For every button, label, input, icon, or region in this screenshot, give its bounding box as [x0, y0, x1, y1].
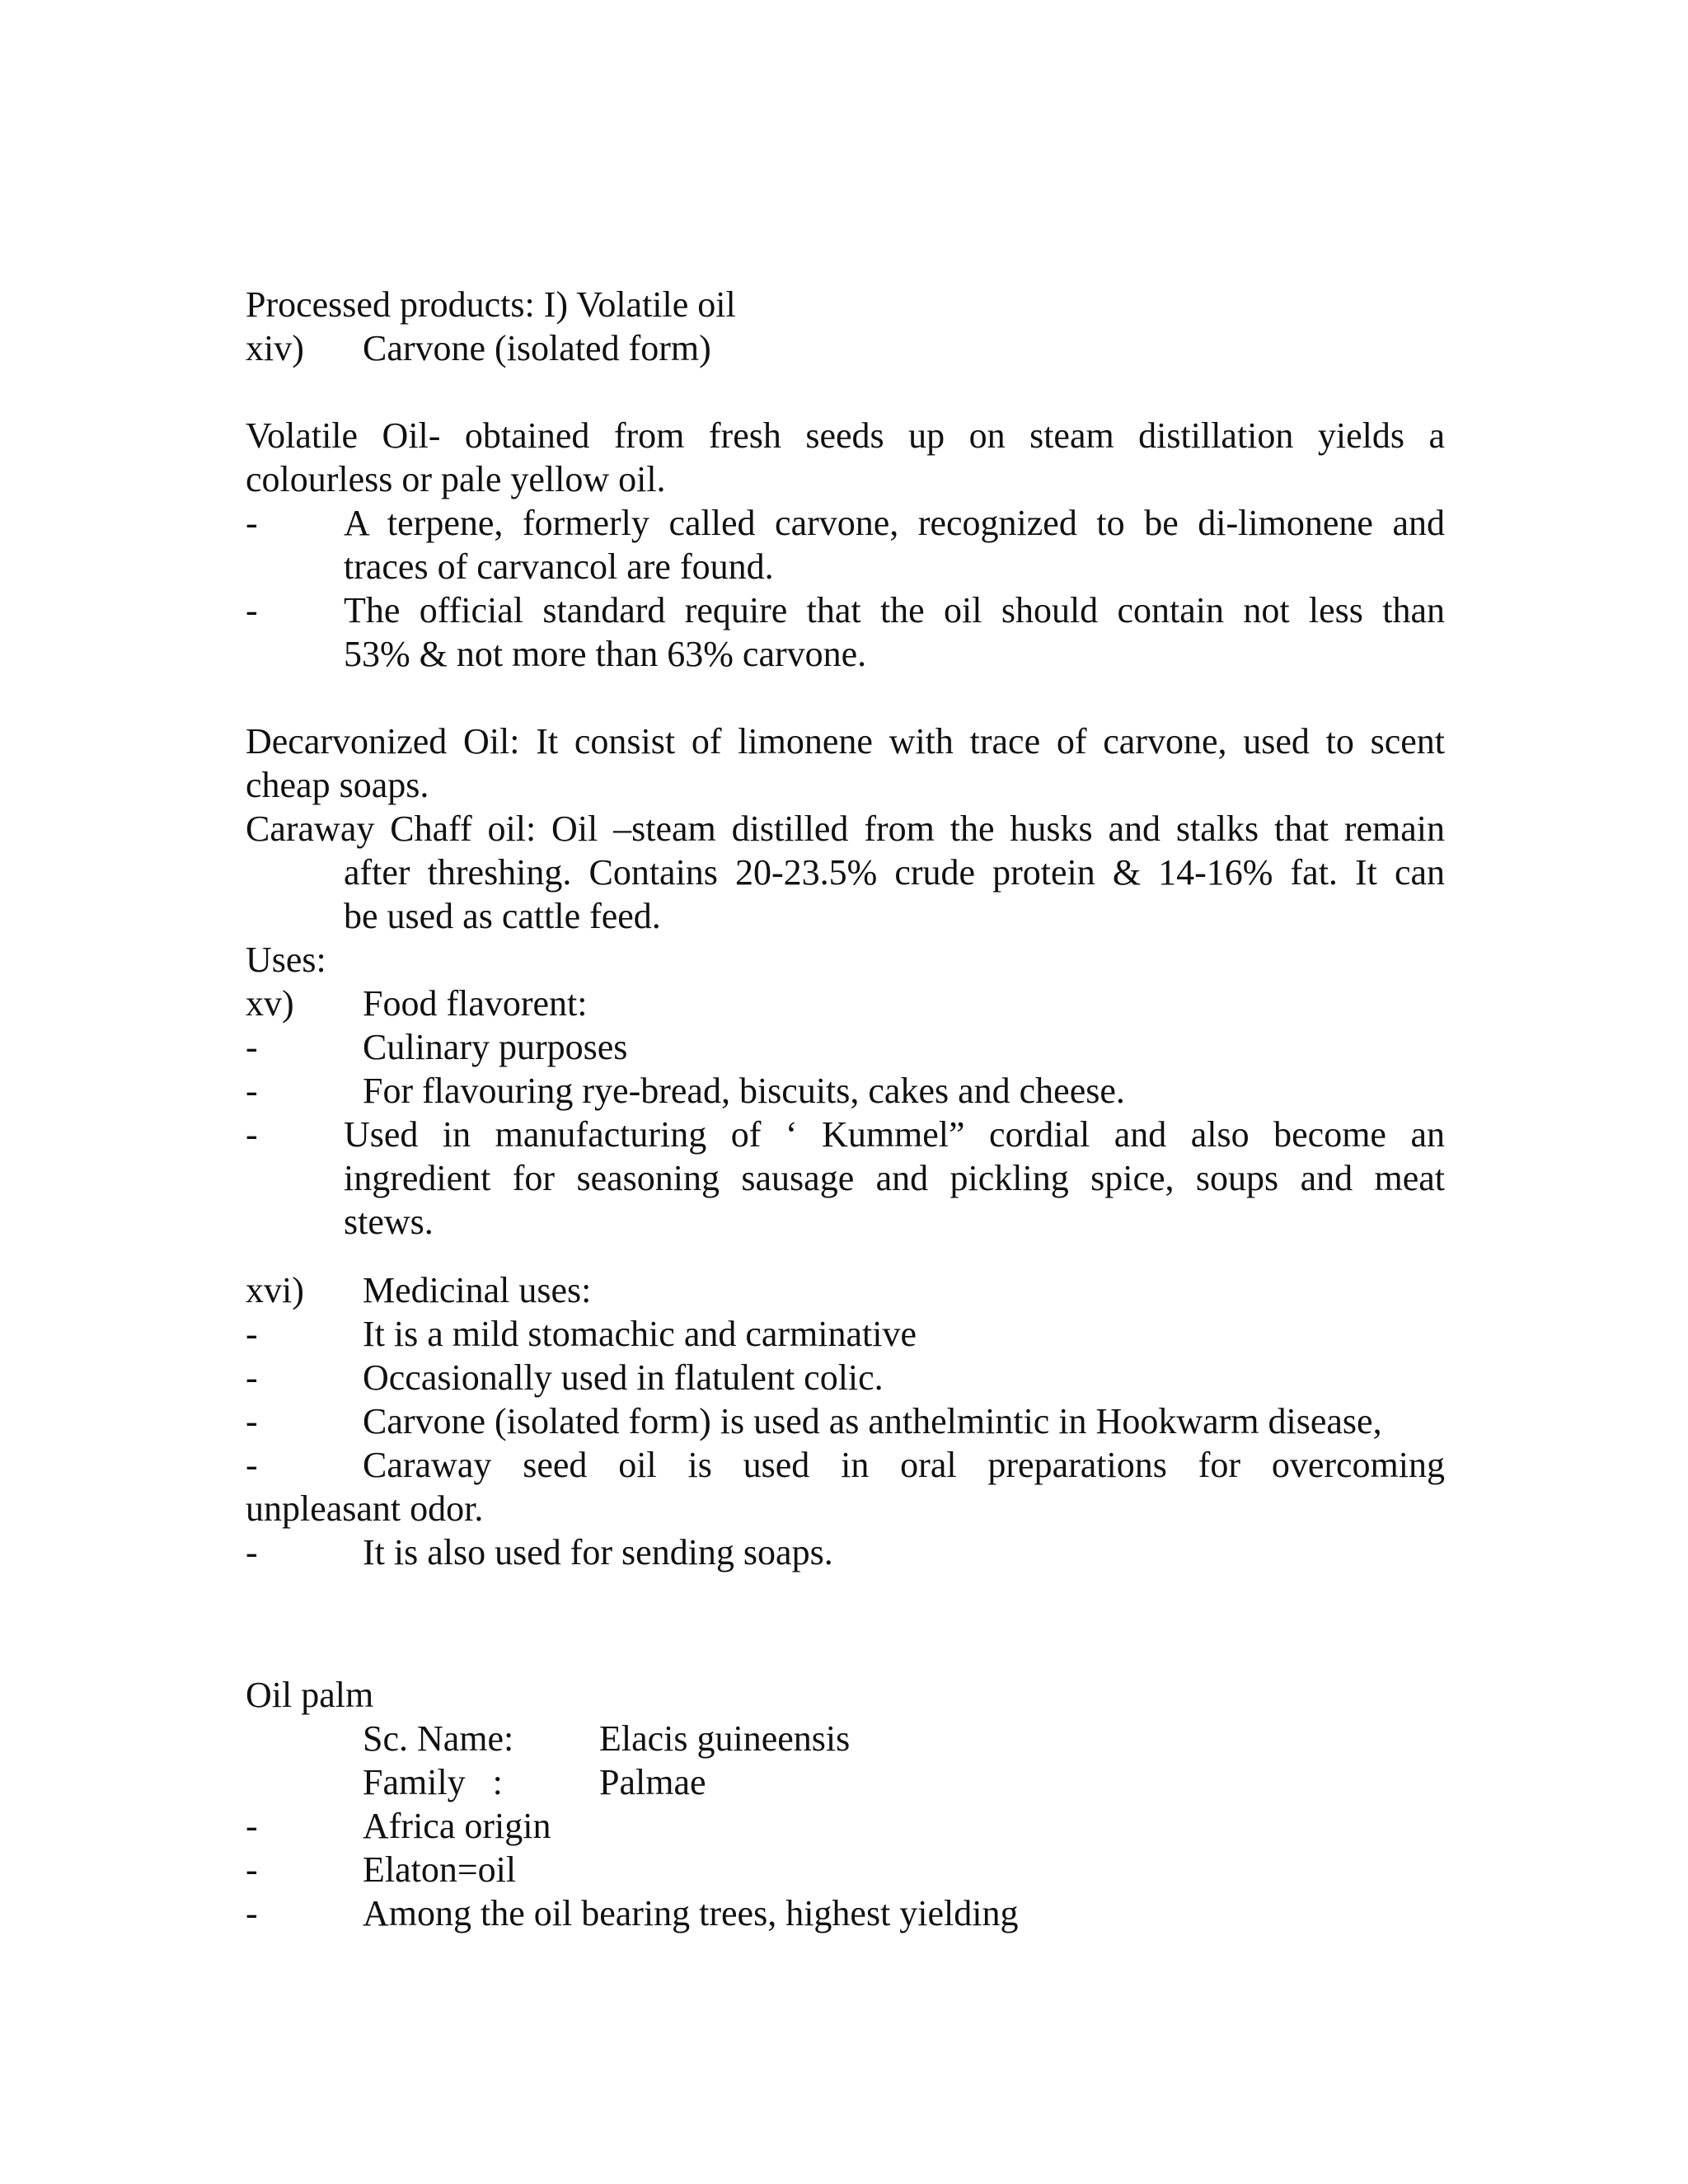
food-bullet-1: [246, 1025, 1445, 1069]
xiv-item: [246, 326, 1445, 370]
xvi-item: [246, 1268, 1445, 1312]
chaff-line-2: after threshing. Contains 20-23.5% crude protein & 14-16% fat. It can: [344, 852, 1445, 893]
decarvonized-line-1: Decarvonized Oil: It consist of limonene with trace of carvone, used to scent: [246, 721, 1445, 762]
processed-heading: Processed products: I) Volatile oil: [246, 284, 736, 325]
volatile-bullet-2-cont: [246, 632, 1445, 676]
chaff-cont-2: [246, 894, 1445, 938]
palm-bullet-2: [246, 1848, 1445, 1891]
food-bullet-3: [246, 1113, 1445, 1156]
food-bullet-3-line-2: ingredient for seasoning sausage and pickling spice, soups and meat: [344, 1158, 1445, 1198]
sc-name-value: Elacis guineensis: [599, 1718, 851, 1759]
food-bullet-1-text: Culinary purposes: [363, 1027, 628, 1067]
decarvonized-line-2: cheap soaps.: [246, 765, 429, 805]
bullet-dash: -: [246, 1849, 258, 1890]
med-bullet-2-text: Occasionally used in flatulent colic.: [363, 1357, 884, 1398]
sc-name-label: Sc. Name:: [363, 1718, 514, 1759]
volatile-bullet-2-line-2: 53% & not more than 63% carvone.: [344, 634, 867, 674]
oil-palm-title: Oil palm: [246, 1675, 374, 1715]
family-label: Family :: [363, 1762, 503, 1802]
food-bullet-3-cont-2: [246, 1200, 1445, 1244]
med-bullet-1: [246, 1312, 1445, 1356]
food-bullet-3-line-1: Used in manufacturing of ‘ Kummel” cordial and also become an: [344, 1114, 1445, 1155]
food-bullet-2-text: For flavouring rye-bread, biscuits, cakes and cheese.: [363, 1071, 1125, 1111]
med-bullet-5-text: It is also used for sending soaps.: [363, 1532, 833, 1572]
med-bullet-4-line-1: Caraway seed oil is used in oral preparations for overcoming: [363, 1445, 1445, 1485]
family-value: Palmae: [599, 1762, 706, 1802]
xv-item: [246, 982, 1445, 1025]
chaff-line-1: Caraway Chaff oil: Oil –steam distilled from the husks and stalks that remain: [246, 808, 1445, 849]
volatile-bullet-1-line-2: traces of carvancol are found.: [344, 546, 774, 587]
bullet-dash: -: [246, 1401, 258, 1441]
xiv-marker: xiv): [246, 328, 304, 368]
volatile-bullet-1-cont: [246, 545, 1445, 588]
document-body: [246, 283, 1445, 1935]
bullet-dash: -: [246, 1806, 258, 1846]
med-bullet-1-text: It is a mild stomachic and carminative: [363, 1314, 917, 1354]
bullet-dash: -: [246, 1314, 258, 1354]
med-bullet-4-line-2: unpleasant odor.: [246, 1488, 484, 1529]
bullet-dash: -: [246, 1114, 258, 1155]
palm-bullet-2-text: Elaton=oil: [363, 1849, 517, 1890]
med-bullet-4: [246, 1443, 1445, 1487]
xv-marker: xv): [246, 983, 294, 1024]
volatile-oil-line-2: colourless or pale yellow oil.: [246, 459, 666, 499]
xvi-marker: xvi): [246, 1270, 304, 1310]
palm-bullet-3-text: Among the oil bearing trees, highest yielding: [363, 1893, 1019, 1933]
med-bullet-2: [246, 1356, 1445, 1399]
uses-label: Uses:: [246, 940, 326, 980]
food-bullet-2: [246, 1069, 1445, 1113]
med-bullet-3: [246, 1399, 1445, 1443]
volatile-bullet-2-line-1: The official standard require that the oil should contain not less than: [344, 590, 1445, 630]
bullet-dash: -: [246, 1357, 258, 1398]
bullet-dash: -: [246, 1445, 258, 1485]
xiv-text: Carvone (isolated form): [363, 328, 711, 368]
med-bullet-5: [246, 1530, 1445, 1574]
bullet-dash: -: [246, 590, 258, 630]
bullet-dash: -: [246, 1071, 258, 1111]
sc-name-row: [246, 1717, 1445, 1760]
xv-text: Food flavorent:: [363, 983, 588, 1024]
family-row: [246, 1760, 1445, 1804]
palm-bullet-3: [246, 1891, 1445, 1935]
xvi-text: Medicinal uses:: [363, 1270, 592, 1310]
volatile-bullet-1: [246, 501, 1445, 545]
volatile-bullet-2: [246, 588, 1445, 632]
chaff-line-3: be used as cattle feed.: [344, 896, 661, 936]
bullet-dash: -: [246, 1893, 258, 1933]
food-bullet-3-cont-1: [246, 1156, 1445, 1200]
volatile-bullet-1-line-1: A terpene, formerly called carvone, recognized to be di-limonene and: [344, 503, 1445, 543]
palm-bullet-1: [246, 1804, 1445, 1848]
bullet-dash: -: [246, 1027, 258, 1067]
bullet-dash: -: [246, 503, 258, 543]
chaff-cont-1: [246, 851, 1445, 894]
volatile-oil-line-1: Volatile Oil- obtained from fresh seeds up on steam distillation yields a: [246, 415, 1445, 456]
food-bullet-3-line-3: stews.: [344, 1202, 434, 1242]
med-bullet-3-text: Carvone (isolated form) is used as anthelmintic in Hookwarm disease,: [363, 1401, 1382, 1441]
bullet-dash: -: [246, 1532, 258, 1572]
palm-bullet-1-text: Africa origin: [363, 1806, 551, 1846]
